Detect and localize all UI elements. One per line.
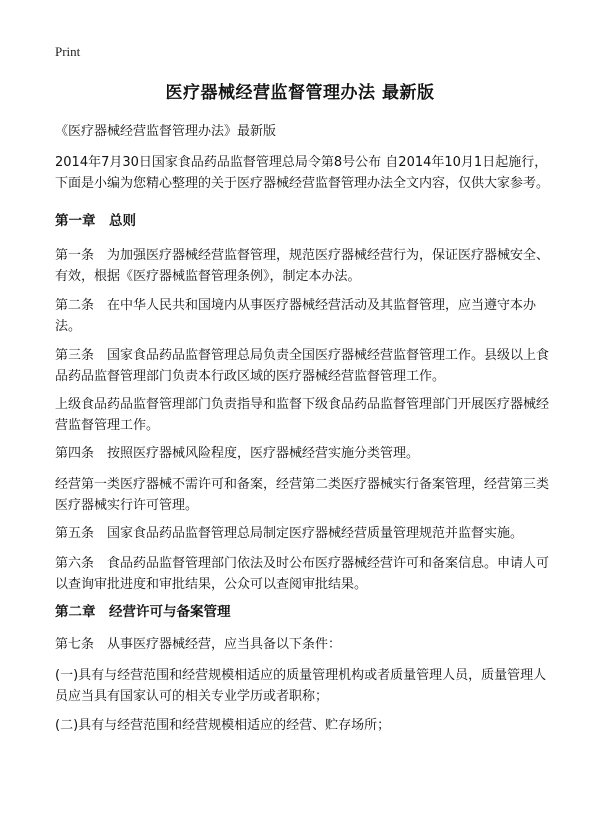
article-2: 第二条 在中华人民共和国境内从事医疗器械经营活动及其监督管理，应当遵守本办法。 [55, 298, 537, 334]
chapter-2-heading: 第二章 经营许可与备案管理 [55, 604, 231, 620]
article-7-item-1: (一)具有与经营范围和经营规模相适应的质量管理机构或者质量管理人员，质量管理人员应当具有国家认可的相关专业学历或者职称； [55, 668, 547, 704]
article-5: 第五条 国家食品药品监督管理总局制定医疗器械经营质量管理规范并监督实施。 [55, 526, 524, 541]
article-3: 第三条 国家食品药品监督管理总局负责全国医疗器械经营监督管理工作。县级以上食品药品监督管理部门负责本行政区域的医疗器械经营监督管理工作。 [55, 348, 550, 384]
article-4: 第四条 按照医疗器械风险程度，医疗器械经营实施分类管理。 [55, 446, 420, 461]
chapter-1-heading: 第一章 总则 [55, 213, 136, 229]
article-6: 第六条 食品药品监督管理部门依法及时公布医疗器械经营许可和备案信息。申请人可以查询审批进度和审批结果，公众可以查阅审批结果。 [55, 556, 550, 592]
article-4-paragraph-2: 经营第一类医疗器械不需许可和备案，经营第二类医疗器械实行备案管理，经营第三类医疗器械实行许可管理。 [55, 477, 550, 513]
article-3-paragraph-2: 上级食品药品监督管理部门负责指导和监督下级食品药品监督管理部门开展医疗器械经营监督管理工作。 [55, 397, 550, 433]
intro-paragraph: 2014年7月30日国家食品药品监督管理总局令第8号公布 自2014年10月1日起施行，下面是小编为您精心整理的关于医疗器械经营监督管理办法全文内容，仅供大家参考。 [55, 155, 550, 191]
article-7: 第七条 从事医疗器械经营，应当具备以下条件： [55, 637, 342, 652]
subtitle: 《医疗器械经营监督管理办法》最新版 [55, 124, 277, 139]
print-label[interactable]: Print [55, 44, 81, 59]
article-1: 第一条 为加强医疗器械经营监督管理，规范医疗器械经营行为，保证医疗器械安全、有效，根据《医疗器械监督管理条例》，制定本办法。 [55, 248, 550, 284]
document-title: 医疗器械经营监督管理办法 最新版 [165, 83, 435, 103]
article-7-item-2: (二)具有与经营范围和经营规模相适应的经营、贮存场所； [55, 718, 391, 733]
